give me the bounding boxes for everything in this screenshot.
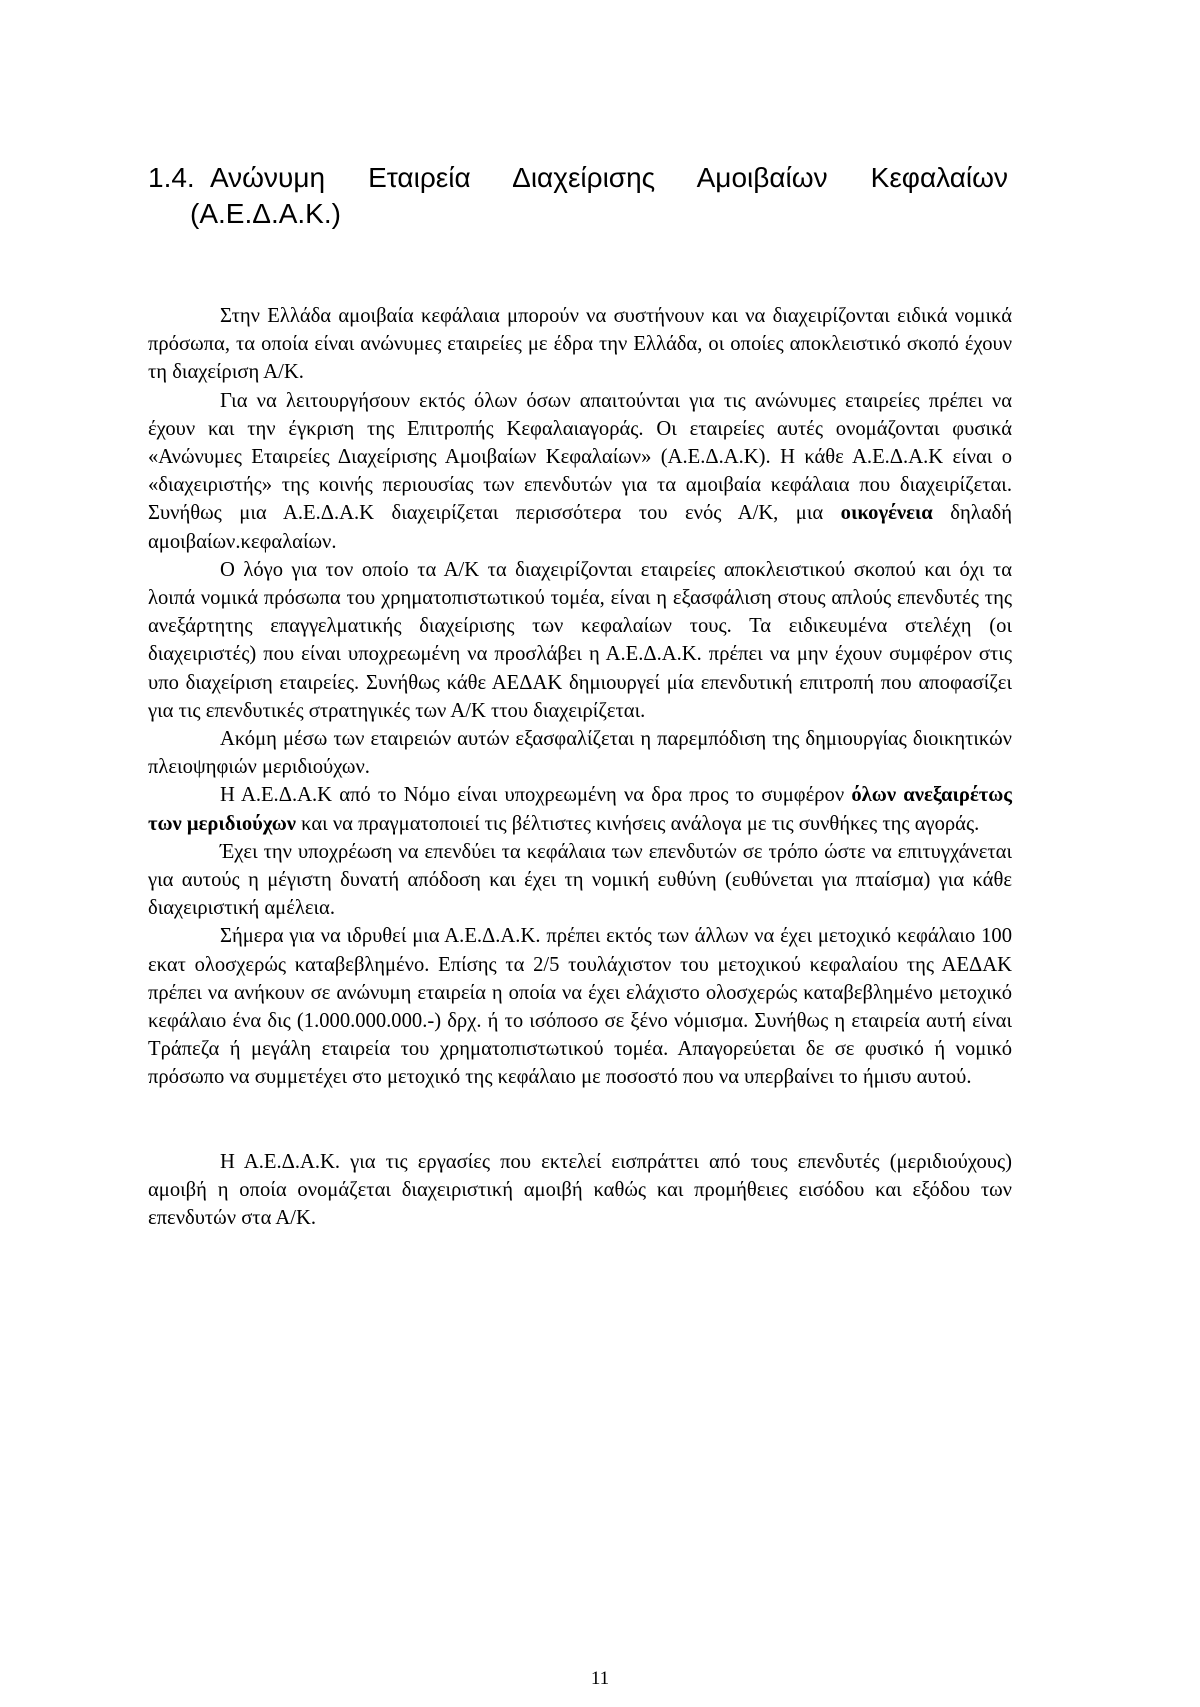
paragraph-text: Η Α.Ε.Δ.Α.Κ από το Νόμο είναι υποχρεωμένη να δρα προς το συμφέρον xyxy=(220,784,845,807)
paragraph-gap xyxy=(148,1092,1012,1148)
paragraph-5 xyxy=(148,781,1012,837)
section-title: Ανώνυμη Εταιρεία Διαχείρισης Αμοιβαίων Κεφαλαίων xyxy=(210,162,1008,193)
paragraph-text: Ο λόγο για τον οποίο τα Α/Κ τα διαχειρίζονται εταιρείες αποκλειστικού σκοπού και όχι τα λοιπά νομικά πρόσωπα του χρηματοπιστωτικού τομέα, είναι η εξασφάλιση στους απλούς επενδυτές της ανεξάρτητης επαγγελματικής διαχείρισης των κεφαλαίων τους. Τα ειδικευμένα στελέχη (οι διαχειριστές) που είναι υποχρεωμένη να προσλάβει η Α.Ε.Δ.Α.Κ. πρέπει να μην έχουν συμφέρον στις υπο διαχείριση εταιρείες. Συνήθως κάθε ΑΕΔΑΚ δημιουργεί μία επενδυτική επιτροπή που αποφασίζει για τις επενδυτικές στρατηγικές των Α/Κ ττου διαχειρίζεται. xyxy=(148,558,1012,722)
paragraph-text-after: δηλαδή αμοιβαίων.κεφαλαίων. xyxy=(148,502,1012,553)
section-number: 1.4. xyxy=(148,162,195,193)
paragraph-text: Έχει την υποχρέωση να επενδύει τα κεφάλαια των επενδυτών σε τρόπο ώστε να επιτυγχάνεται για αυτούς η μέγιστη δυνατή απόδοση και έχει τη νομική ευθύνη (ευθύνεται για πταίσμα) για κάθε διαχειριστική αμέλεια. xyxy=(148,840,1012,920)
paragraph-6 xyxy=(148,838,1012,923)
section-abbreviation: (Α.Ε.Δ.Α.Κ.) xyxy=(190,198,341,229)
body-text xyxy=(148,302,1012,1232)
paragraph-text: Στην Ελλάδα αμοιβαία κεφάλαια μπορούν να συστήνουν και να διαχειρίζονται ειδικά νομικά πρόσωπα, τα οποία είναι ανώνυμες εταιρείες με έδρα την Ελλάδα, οι οποίες αποκλειστικό σκοπό έχουν τη διαχείριση Α/Κ. xyxy=(148,305,1012,384)
paragraph-3 xyxy=(148,556,1012,725)
paragraph-7 xyxy=(148,922,1012,1091)
paragraph-text-after: και να πραγματοποιεί τις βέλτιστες κινήσεις ανάλογα με τις συνθήκες της αγοράς. xyxy=(301,812,980,835)
paragraph-emphasis: όλων ανεξαιρέτως των μεριδιούχων xyxy=(148,784,1012,835)
paragraph-text: Ακόμη μέσω των εταιρειών αυτών εξασφαλίζεται η παρεμπόδιση της δημιουργίας διοικητικών πλειοψηφιών μεριδιούχων. xyxy=(148,728,1012,779)
paragraph-8 xyxy=(148,1148,1012,1233)
paragraph-1 xyxy=(148,302,1012,387)
paragraph-4 xyxy=(148,725,1012,781)
page-number: 11 xyxy=(590,1668,610,1689)
paragraph-text: Η Α.Ε.Δ.Α.Κ. για τις εργασίες που εκτελεί εισπράττει από τους επενδυτές (μεριδιούχους) αμοιβή η οποία ονομάζεται διαχειριστική αμοιβή καθώς και προμήθειες εισόδου και εξόδου των επενδυτών στα Α/Κ. xyxy=(148,1150,1012,1230)
paragraph-text: Σήμερα για να ιδρυθεί μια Α.Ε.Δ.Α.Κ. πρέπει εκτός των άλλων να έχει μετοχικό κεφάλαιο 100 εκατ ολοσχερώς καταβεβλημένο. Επίσης τα 2/5 τουλάχιστον του μετοχικού κεφαλαίου της ΑΕΔΑΚ πρέπει να ανήκουν σε ανώνυμη εταιρεία η οποία να έχει ελάχιστο ολοσχερώς καταβεβλημένο μετοχικό κεφάλαιο ένα δις (1.000.000.000.-) δρχ. ή το ισόποσο σε ξένο νόμισμα. Συνήθως η εταιρεία αυτή είναι Τράπεζα ή μεγάλη εταιρεία του χρηματοπιστωτικού τομέα. Απαγορεύεται δε σε φυσικό ή νομικό πρόσωπο να συμμετέχει στο μετοχικό της κεφάλαιο με ποσοστό που να υπερβαίνει το ήμισυ αυτού. xyxy=(148,925,1012,1089)
section-heading xyxy=(148,160,1012,232)
paragraph-emphasis: οικογένεια xyxy=(840,502,933,525)
paragraph-2 xyxy=(148,387,1012,556)
paragraph-text: Για να λειτουργήσουν εκτός όλων όσων απαιτούνται για τις ανώνυμες εταιρείες πρέπει να έχουν και την έγκριση της Επιτροπής Κεφαλαιαγοράς. Οι εταιρείες αυτές ονομάζονται φυσικά «Ανώνυμες Εταιρείες Διαχείρισης Αμοιβαίων Κεφαλαίων» (Α.Ε.Δ.Α.Κ). Η κάθε Α.Ε.Δ.Α.Κ είναι ο «διαχειριστής» της κοινής περιουσίας των επενδυτών για τα αμοιβαία κεφάλαια που διαχειρίζεται. Συνήθως μια Α.Ε.Δ.Α.Κ διαχειρίζεται περισσότερα του ενός Α/Κ, μια xyxy=(148,389,1012,525)
